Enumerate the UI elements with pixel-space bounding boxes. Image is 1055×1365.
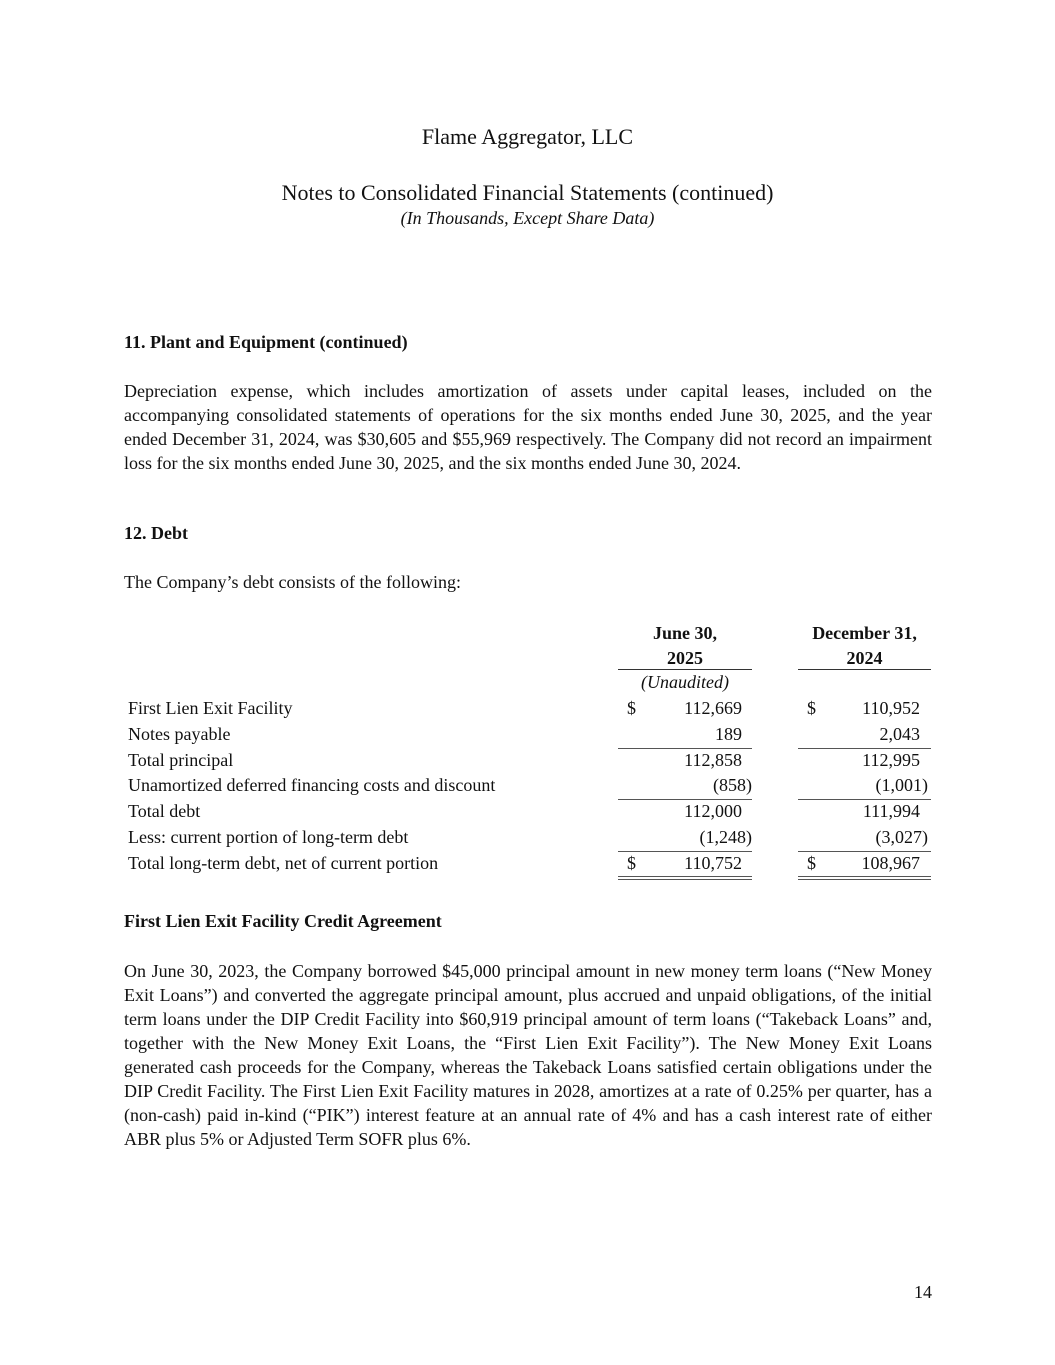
table-row	[0, 750, 1055, 776]
currency-symbol: $	[807, 853, 816, 873]
value-2025: (1,248)	[699, 827, 752, 847]
page-number: 14	[914, 1282, 932, 1302]
table-row	[0, 724, 1055, 750]
section-11-heading: 11. Plant and Equipment (continued)	[124, 332, 408, 352]
row-label: First Lien Exit Facility	[128, 698, 293, 718]
column-header-june-2025	[618, 621, 752, 671]
table-row	[0, 827, 1055, 853]
total-double-rule	[798, 876, 931, 880]
debt-intro: The Company’s debt consists of the following:	[124, 572, 461, 592]
row-label: Unamortized deferred financing costs and discount	[128, 775, 496, 795]
section-11-paragraph: Depreciation expense, which includes amortization of assets under capital leases, included on the accompanying consolidated statements of operations for the six months ended June 30, 2025, and the year ended December 31, 2024, was $30,605 and $55,969 respectively. The Company did not record an impairment loss for the six months ended June 30, 2025, and the six months ended June 30, 2024.	[124, 381, 932, 473]
value-2024: (3,027)	[875, 827, 928, 847]
column-header-line2: 2025	[667, 648, 703, 668]
subtotal-rule	[798, 748, 931, 749]
currency-symbol: $	[807, 698, 816, 718]
value-2024: 2,043	[879, 724, 920, 744]
value-2025: 110,752	[684, 853, 742, 873]
subtotal-rule	[798, 799, 931, 800]
unaudited-note: (Unaudited)	[641, 672, 729, 692]
value-2024: 108,967	[861, 853, 920, 873]
notes-title: Notes to Consolidated Financial Statements (continued)	[281, 180, 774, 205]
column-header-line1: December 31,	[812, 623, 917, 643]
subtotal-rule	[618, 799, 752, 800]
company-name: Flame Aggregator, LLC	[421, 124, 634, 149]
section-12-heading: 12. Debt	[124, 523, 188, 543]
column-header-line2: 2024	[846, 648, 883, 668]
value-2024: (1,001)	[875, 775, 928, 795]
value-2024: 110,952	[862, 698, 920, 718]
value-2025: 112,669	[684, 698, 742, 718]
subtotal-rule	[618, 851, 752, 852]
subtotal-rule	[798, 851, 931, 852]
header-underline	[618, 669, 752, 670]
value-2025: (858)	[713, 775, 752, 795]
first-lien-heading: First Lien Exit Facility Credit Agreement	[124, 911, 442, 931]
subtotal-rule	[618, 748, 752, 749]
table-row	[0, 698, 1055, 724]
column-header-line1: June 30,	[652, 623, 717, 643]
row-label: Total principal	[128, 750, 234, 770]
value-2024: 112,995	[862, 750, 920, 770]
value-2024: 111,994	[862, 801, 920, 821]
row-label: Total long-term debt, net of current portion	[128, 853, 439, 873]
row-label: Notes payable	[128, 724, 231, 744]
total-double-rule	[618, 876, 752, 880]
units-subtitle: (In Thousands, Except Share Data)	[400, 208, 655, 228]
first-lien-paragraph: On June 30, 2023, the Company borrowed $45,000 principal amount in new money term loans (“New Money Exit Loans”) and converted the aggregate principal amount, plus accrued and unpaid obligations, of the initial term loans under the DIP Credit Facility into $60,919 principal amount of term loans (“Takeback Loans” and, together with the New Money Exit Loans, the “First Lien Exit Facility”). The New Money Exit Loans generated cash proceeds for the Company, whereas the Takeback Loans satisfied certain obligations under the DIP Credit Facility. The First Lien Exit Facility matures in 2028, amortizes at a rate of 0.25% per quarter, has a (non-cash) paid in-kind (“PIK”) interest feature at an annual rate of 4% and has a cash interest rate of either ABR plus 5% or Adjusted Term SOFR plus 6%.	[124, 961, 932, 1149]
currency-symbol: $	[627, 698, 636, 718]
row-label: Less: current portion of long-term debt	[128, 827, 409, 847]
value-2025: 189	[715, 724, 742, 744]
header-underline	[798, 669, 931, 670]
column-header-december-2024	[798, 621, 931, 671]
row-label: Total debt	[128, 801, 201, 821]
value-2025: 112,000	[684, 801, 742, 821]
value-2025: 112,858	[684, 750, 742, 770]
table-row	[0, 801, 1055, 827]
table-row	[0, 775, 1055, 801]
currency-symbol: $	[627, 853, 636, 873]
